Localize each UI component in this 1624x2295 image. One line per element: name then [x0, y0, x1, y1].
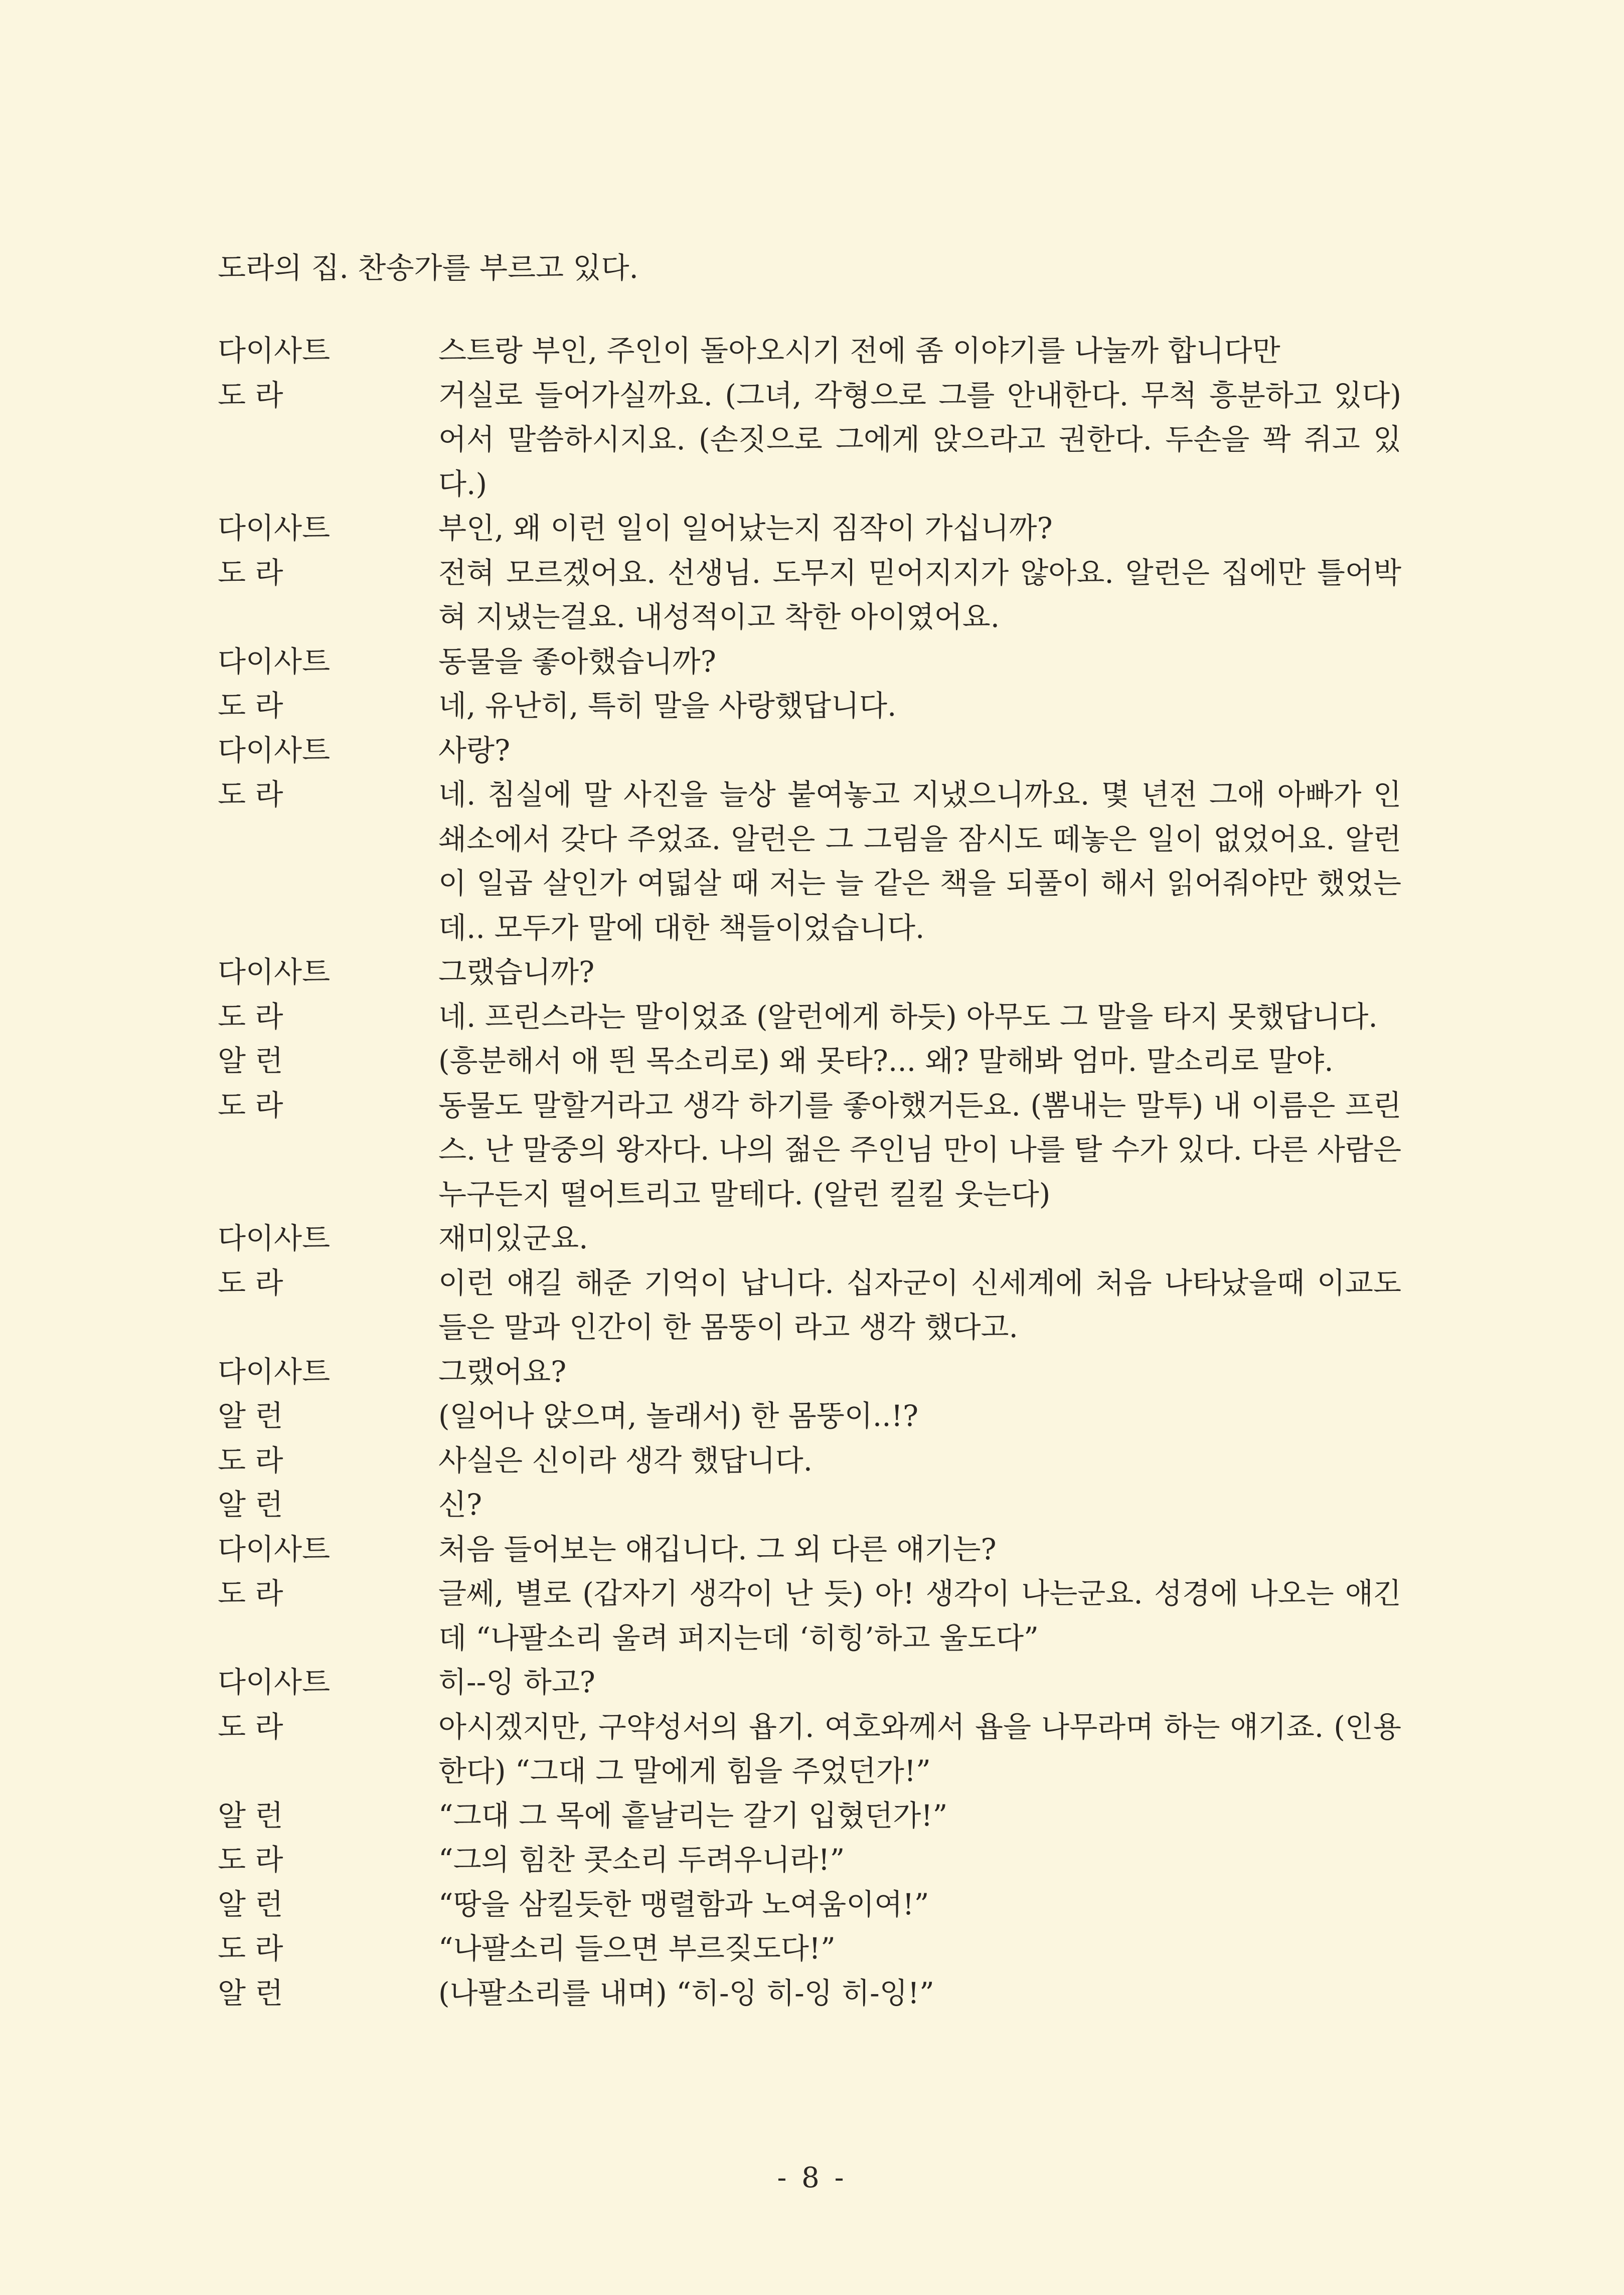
speech-text: “나팔소리 들으면 부르짖도다!”: [438, 1931, 836, 1965]
speaker-name: 도 라: [218, 1265, 283, 1300]
speaker-name: 다이사트: [218, 955, 331, 989]
dialogue-line: [218, 1527, 1401, 1572]
speech-text: 사랑?: [438, 733, 511, 767]
speech-text: 그랬습니까?: [438, 955, 595, 989]
dialogue-line: [218, 1660, 1401, 1705]
speaker-name: 다이사트: [218, 1665, 331, 1699]
speech-text: 사실은 신이라 생각 했답니다.: [438, 1443, 813, 1478]
speech-text: (흥분해서 애 띈 목소리로) 왜 못타?... 왜? 말해봐 엄마. 말소리로 말야.: [438, 1044, 1334, 1078]
speaker-name: 도 라: [218, 1931, 283, 1965]
speaker-name: 도 라: [218, 1576, 283, 1610]
dialogue-line: [218, 1039, 1401, 1083]
dialogue-line: [218, 1083, 1401, 1217]
speech-text: 처음 들어보는 얘깁니다. 그 외 다른 얘기는?: [438, 1532, 997, 1566]
dialogue-line: [218, 1705, 1401, 1793]
speaker-name: 도 라: [218, 689, 283, 723]
speaker-name: 도 라: [218, 555, 283, 590]
speech-text: 히--잉 하고?: [438, 1665, 595, 1699]
stage-direction: 도라의 집. 찬송가를 부르고 있다.: [218, 251, 638, 285]
speech-text: 글쎄, 별로 (갑자기 생각이 난 듯) 아! 생각이 나는군요. 성경에 나오는 얘긴데 “나팔소리 울려 퍼지는데 ‘히힝’하고 울도다”: [438, 1576, 1401, 1655]
speech-text: “땅을 삼킬듯한 맹렬함과 노여움이여!”: [438, 1887, 929, 1921]
dialogue-line: [218, 1394, 1401, 1438]
dialogue-line: [218, 551, 1401, 639]
speaker-name: 다이사트: [218, 334, 331, 368]
speech-text: 이런 얘길 해준 기억이 납니다. 십자군이 신세계에 처음 나타났을때 이교도들은 말과 인간이 한 몸뚱이 라고 생각 했다고.: [438, 1265, 1401, 1344]
speaker-name: 다이사트: [218, 644, 331, 679]
speaker-name: 다이사트: [218, 1221, 331, 1255]
page-number: - 8 -: [777, 2162, 847, 2194]
speaker-name: 알 런: [218, 1887, 283, 1921]
speech-text: 동물도 말할거라고 생각 하기를 좋아했거든요. (뽐내는 말투) 내 이름은 프린스. 난 말중의 왕자다. 나의 젊은 주인님 만이 나를 탈 수가 있다. 다른 사람은 누구든지 떨어트리고 말테다. (알런 킬킬 웃는다): [438, 1088, 1401, 1211]
speech-text: 네, 유난히, 특히 말을 사랑했답니다.: [438, 689, 897, 723]
dialogue-line: [218, 684, 1401, 728]
dialogue-line: [218, 1793, 1401, 1838]
speech-text: 네. 침실에 말 사진을 늘상 붙여놓고 지냈으니까요. 몇 년전 그애 아빠가 인쇄소에서 갖다 주었죠. 알런은 그 그림을 잠시도 떼놓은 일이 없었어요. 알런이 일곱 살인가 여덟살 때 저는 늘 같은 책을 되풀이 해서 읽어줘야만 했었는데.. 모두가 말에 대한 책들이었습니다.: [438, 777, 1401, 945]
speech-text: 아시겠지만, 구약성서의 욥기. 여호와께서 욥을 나무라며 하는 얘기죠. (인용한다) “그대 그 말에게 힘을 주었던가!”: [438, 1709, 1401, 1788]
speaker-name: 다이사트: [218, 1354, 331, 1389]
dialogue-line: [218, 1838, 1401, 1882]
speech-text: “그의 힘찬 콧소리 두려우니라!”: [438, 1843, 845, 1877]
speech-text: 스트랑 부인, 주인이 돌아오시기 전에 좀 이야기를 나눌까 합니다만: [438, 334, 1280, 368]
dialogue-list: [218, 329, 1401, 2015]
speech-text: 신?: [438, 1488, 482, 1522]
speaker-name: 다이사트: [218, 733, 331, 767]
dialogue-line: [218, 1971, 1401, 2016]
dialogue-line: [218, 639, 1401, 684]
speech-text: (나팔소리를 내며) “히-잉 히-잉 히-잉!”: [438, 1976, 934, 2010]
speaker-name: 알 런: [218, 1798, 283, 1833]
dialogue-line: [218, 728, 1401, 773]
speech-text: (일어나 앉으며, 놀래서) 한 몸뚱이..!?: [438, 1399, 919, 1433]
speaker-name: 도 라: [218, 1088, 283, 1122]
speech-text: 동물을 좋아했습니까?: [438, 644, 716, 679]
speech-text: 네. 프린스라는 말이었죠 (알런에게 하듯) 아무도 그 말을 타지 못했답니다.: [438, 999, 1378, 1034]
dialogue-line: [218, 772, 1401, 950]
speaker-name: 도 라: [218, 1843, 283, 1877]
speaker-name: 알 런: [218, 1488, 283, 1522]
speech-text: 부인, 왜 이런 일이 일어났는지 짐작이 가십니까?: [438, 511, 1053, 545]
speech-text: 전혀 모르겠어요. 선생님. 도무지 믿어지지가 않아요. 알런은 집에만 틀어박혀 지냈는걸요. 내성적이고 착한 아이였어요.: [438, 555, 1401, 634]
speaker-name: 알 런: [218, 1976, 283, 2010]
speaker-name: 도 라: [218, 378, 283, 412]
speaker-name: 도 라: [218, 1443, 283, 1478]
dialogue-line: [218, 329, 1401, 373]
dialogue-line: [218, 1571, 1401, 1660]
speaker-name: 도 라: [218, 777, 283, 811]
speech-text: 거실로 들어가실까요. (그녀, 각형으로 그를 안내한다. 무척 흥분하고 있다) 어서 말씀하시지요. (손짓으로 그에게 앉으라고 권한다. 두손을 꽉 쥐고 있다.): [438, 378, 1401, 501]
dialogue-line: [218, 373, 1401, 507]
speaker-name: 다이사트: [218, 511, 331, 545]
speaker-name: 도 라: [218, 1709, 283, 1744]
speech-text: 재미있군요.: [438, 1221, 588, 1255]
dialogue-line: [218, 1216, 1401, 1261]
dialogue-line: [218, 506, 1401, 551]
speech-text: 그랬어요?: [438, 1354, 567, 1389]
speaker-name: 알 런: [218, 1044, 283, 1078]
dialogue-line: [218, 1438, 1401, 1483]
speaker-name: 알 런: [218, 1399, 283, 1433]
speech-text: “그대 그 목에 흩날리는 갈기 입혔던가!”: [438, 1798, 948, 1833]
speaker-name: 다이사트: [218, 1532, 331, 1566]
dialogue-line: [218, 1261, 1401, 1350]
dialogue-line: [218, 1926, 1401, 1971]
dialogue-line: [218, 1483, 1401, 1527]
dialogue-line: [218, 995, 1401, 1039]
dialogue-line: [218, 1350, 1401, 1394]
speaker-name: 도 라: [218, 999, 283, 1034]
dialogue-line: [218, 950, 1401, 995]
dialogue-line: [218, 1882, 1401, 1927]
